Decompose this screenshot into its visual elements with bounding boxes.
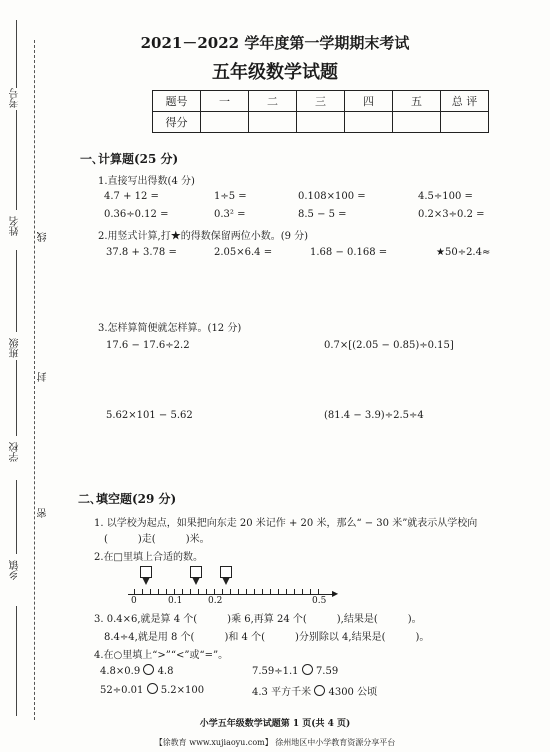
compare-item — [100, 683, 204, 696]
arrow-down-icon — [142, 577, 150, 585]
compare-left: 7.59÷1.1 — [252, 666, 299, 677]
number-line-tick — [302, 589, 303, 594]
fill-question-1-blanks[interactable]: ( )走( )米。 — [104, 534, 210, 545]
calc-item: (81.4 − 3.9)÷2.5÷4 — [324, 410, 424, 421]
number-line-tick — [206, 589, 207, 594]
number-line-tick — [190, 589, 191, 594]
calc-item: 0.7×[(2.05 − 0.85)÷0.15] — [324, 340, 454, 351]
table-cell: 五 — [393, 91, 441, 112]
number-line-label: 0 — [131, 596, 137, 606]
table-cell: 得分 — [153, 112, 201, 133]
fill-question-1: 1. 以学校为起点，如果把向东走 20 米记作 + 20 米，那么“ − 30 米”就表示从学校向 — [94, 518, 478, 529]
binding-line — [34, 40, 35, 720]
calc-item: 0.2×3÷0.2 = — [418, 209, 485, 220]
calc-item: 8.5 − 5 = — [298, 209, 347, 220]
q2-label: 2.用竖式计算,打★的得数保留两位小数。(9 分) — [98, 231, 309, 242]
calc-item: 1.68 − 0.168 = — [310, 247, 388, 258]
fill-question-3[interactable]: 3. 0.4×6,就是算 4 个( )乘 6,再算 24 个( ),结果是( )。 — [94, 614, 422, 625]
calc-item: 4.5÷100 = — [418, 191, 473, 202]
number-line-tick — [230, 589, 231, 594]
score-cell[interactable] — [249, 112, 297, 133]
fill-question-2: 2.在□里填上合适的数。 — [94, 552, 203, 563]
number-line-tick — [222, 589, 223, 594]
number-line-tick — [294, 589, 295, 594]
compare-right: 5.2×100 — [160, 685, 205, 696]
watermark: 【徐教育 www.xujiaoyu.com】 徐州地区中小学教育资源分享平台 — [154, 738, 396, 747]
number-line-tick — [134, 589, 135, 594]
xingming-field[interactable] — [16, 110, 17, 210]
xuexiao-field[interactable] — [16, 360, 17, 436]
compare-circle[interactable] — [314, 685, 325, 696]
kaohao-field[interactable] — [16, 20, 17, 88]
score-cell[interactable] — [393, 112, 441, 133]
fill-question-4: 4.在○里填上“>”“<”或“=”。 — [94, 650, 229, 661]
calc-item: 17.6 − 17.6÷2.2 — [106, 340, 190, 351]
number-line-tick — [262, 589, 263, 594]
calc-item: 2.05×6.4 = — [214, 247, 273, 258]
calc-item: 0.3² = — [214, 209, 246, 220]
table-cell: 三 — [297, 91, 345, 112]
xuexiao-label: 学校 — [10, 442, 21, 462]
compare-left: 4.3 平方千米 — [252, 687, 312, 698]
calc-item: 37.8 + 3.78 = — [106, 247, 177, 258]
score-cell[interactable] — [201, 112, 249, 133]
number-line-tick — [246, 589, 247, 594]
feng-label: 封 — [38, 372, 49, 382]
calc-item: 0.108×100 = — [298, 191, 366, 202]
xian-label: 线 — [38, 232, 49, 242]
compare-right: 4.8 — [157, 666, 174, 677]
exam-subtitle: 五年级数学试题 — [212, 62, 338, 83]
number-line-tick — [150, 589, 151, 594]
number-line-label: 0.1 — [168, 596, 183, 606]
table-cell: 总 评 — [441, 91, 489, 112]
section2-heading: 二､填空题(29 分) — [78, 492, 177, 506]
compare-circle[interactable] — [302, 664, 313, 675]
table-cell: 四 — [345, 91, 393, 112]
xingming-label: 姓名 — [10, 216, 21, 236]
calc-item: 1÷5 = — [214, 191, 247, 202]
score-table — [152, 90, 489, 133]
xiangzhen-field-lower[interactable] — [16, 606, 17, 716]
q3-label: 3.怎样算简便就怎样算。(12 分) — [98, 323, 242, 334]
compare-item — [252, 664, 338, 677]
number-line-tick — [174, 589, 175, 594]
number-line-tick — [142, 589, 143, 594]
number-line-tick — [318, 589, 319, 594]
compare-item — [252, 683, 377, 698]
number-line-tick — [278, 589, 279, 594]
arrow-down-icon — [222, 577, 230, 585]
compare-left: 52÷0.01 — [100, 685, 144, 696]
number-line-tick — [270, 589, 271, 594]
score-cell[interactable] — [345, 112, 393, 133]
calc-item: 4.7 + 12 = — [104, 191, 159, 202]
compare-right: 4300 公顷 — [328, 687, 378, 698]
number-line-tick — [310, 589, 311, 594]
number-line-tick — [254, 589, 255, 594]
table-cell: 题号 — [153, 91, 201, 112]
arrow-right-icon: ▶ — [332, 589, 339, 598]
number-line-tick — [182, 589, 183, 594]
score-table-score-row — [153, 112, 489, 133]
compare-right: 7.59 — [315, 666, 339, 677]
mi-label: 密 — [38, 508, 49, 518]
calc-item: 0.36÷0.12 = — [104, 209, 169, 220]
exam-title: 2021－2022 学年度第一学期期末考试 — [140, 34, 410, 52]
score-cell[interactable] — [297, 112, 345, 133]
compare-circle[interactable] — [147, 683, 158, 694]
number-line-tick — [198, 589, 199, 594]
score-cell[interactable] — [441, 112, 489, 133]
kaohao-label: 考号 — [10, 88, 21, 108]
number-line-tick — [238, 589, 239, 594]
fill-question-3-line2[interactable]: 8.4÷4,就是用 8 个( )和 4 个( )分别除以 4,结果是( )。 — [104, 632, 430, 643]
number-line-label: 0.5 — [312, 596, 327, 606]
section1-heading: 一､计算题(25 分) — [80, 152, 179, 166]
score-table-header-row — [153, 91, 489, 112]
number-line-label: 0.2 — [208, 596, 223, 606]
xiangzhen-field[interactable] — [16, 480, 17, 554]
compare-left: 4.8×0.9 — [100, 666, 141, 677]
table-cell: 二 — [249, 91, 297, 112]
calc-item: 5.62×101 − 5.62 — [106, 410, 193, 421]
table-cell: 一 — [201, 91, 249, 112]
calc-item: ★50÷2.4≈ — [436, 247, 491, 258]
banji-label: 班级 — [10, 338, 21, 358]
q1-label: 1.直接写出得数(4 分) — [98, 176, 195, 187]
compare-item — [100, 664, 173, 677]
xiangzhen-label: 乡镇 — [10, 560, 21, 580]
arrow-down-icon — [192, 577, 200, 585]
number-line-tick — [166, 589, 167, 594]
banji-field[interactable] — [16, 250, 17, 332]
number-line-tick — [286, 589, 287, 594]
compare-circle[interactable] — [143, 664, 154, 675]
number-line-tick — [214, 589, 215, 594]
page-footer: 小学五年级数学试题第 1 页(共 4 页) — [199, 719, 351, 729]
number-line-tick — [158, 589, 159, 594]
number-line — [128, 594, 336, 595]
